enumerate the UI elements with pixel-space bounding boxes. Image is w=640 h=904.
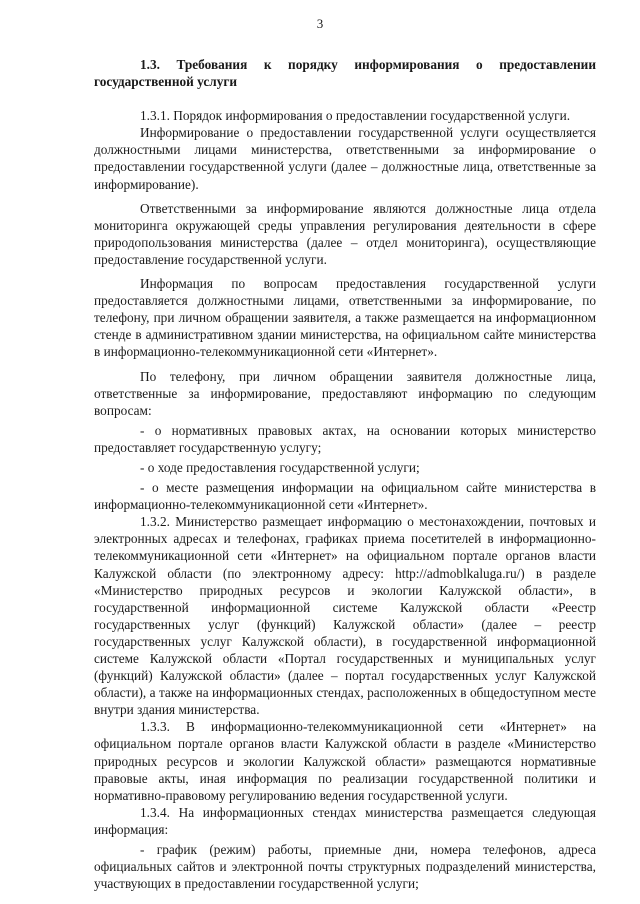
paragraph-information-channels: Информация по вопросам предоставления государственной услуги предоставляется должностными лицами, ответственными за информирование, по телефону, при личном обращении заявителя, а также размещается на информационном стенде в административном здании министерства, на официальном сайте министерства в информационно-телекоммуникационной сети «Интернет». xyxy=(94,276,596,360)
paragraph-1-3-4: 1.3.4. На информационных стендах министерства размещается следующая информация: xyxy=(94,804,596,837)
paragraph-1-3-1: 1.3.1. Порядок информирования о предоставлении государственной услуги. xyxy=(140,108,571,124)
page-number: 3 xyxy=(316,16,324,31)
list-item-legal-acts: - о нормативных правовых актах, на основании которых министерство предоставляет государственную услугу; xyxy=(94,422,596,455)
paragraph-responsible: Ответственными за информирование являются должностные лица отдела мониторинга окружающей среды управления регулирования деятельности в сфере природопользования министерства (далее – отдел мониторинга), осуществляющие предоставление государственной услуги. xyxy=(94,200,596,267)
list-item-service-progress: - о ходе предоставления государственной услуги; xyxy=(140,459,420,475)
list-item-schedule: - график (режим) работы, приемные дни, номера телефонов, адреса официальных сайтов и электронной почты структурных подразделений министерства, участвующих в предоставлении государственной услуги; xyxy=(94,842,596,892)
paragraph-1-3-3: 1.3.3. В информационно-телекоммуникационной сети «Интернет» на официальном портале органов власти Калужской области в разделе «Министерство природных ресурсов и экологии Калужской области» размещаются нормативные правовые акты, иная информация по реализации государственной политики и нормативно-правовому регулированию ведения государственной услуги. xyxy=(94,719,596,803)
paragraph-phone-questions: По телефону, при личном обращении заявителя должностные лица, ответственные за информирование, предоставляют информацию по следующим вопросам: xyxy=(94,368,596,418)
section-heading: 1.3. Требования к порядку информирования о предоставлении государственной услуги xyxy=(94,57,596,90)
list-item-website-info: - о месте размещения информации на официальном сайте министерства в информационно-телекоммуникационной сети «Интернет». xyxy=(94,480,596,513)
paragraph-informing: Информирование о предоставлении государственной услуги осуществляется должностными лицами министерства, ответственными за информирование о предоставлении государственной услуги (далее – должностные лица, ответственные за информирование). xyxy=(94,125,596,192)
document-body xyxy=(94,56,596,892)
paragraph-1-3-2: 1.3.2. Министерство размещает информацию о местонахождении, почтовых и электронных адресах и телефонах, графиках приема посетителей в информационно-телекоммуникационной сети «Интернет» на официальном портале органов власти Калужской области (по электронному адресу: http://admoblkaluga.ru/) в разделе «Министерство природных ресурсов и экологии Калужской области», в государственной информационной системе Калужской области «Реестр государственных услуг (функций) Калужской области» (далее – реестр государственных услуг Калужской области), в государственной информационной системе Калужской области «Портал государственных и муниципальных услуг (функций) Калужской области» (далее – портал государственных услуг Калужской области), а также на информационных стендах, расположенных в общедоступном месте внутри здания министерства. xyxy=(94,514,596,718)
